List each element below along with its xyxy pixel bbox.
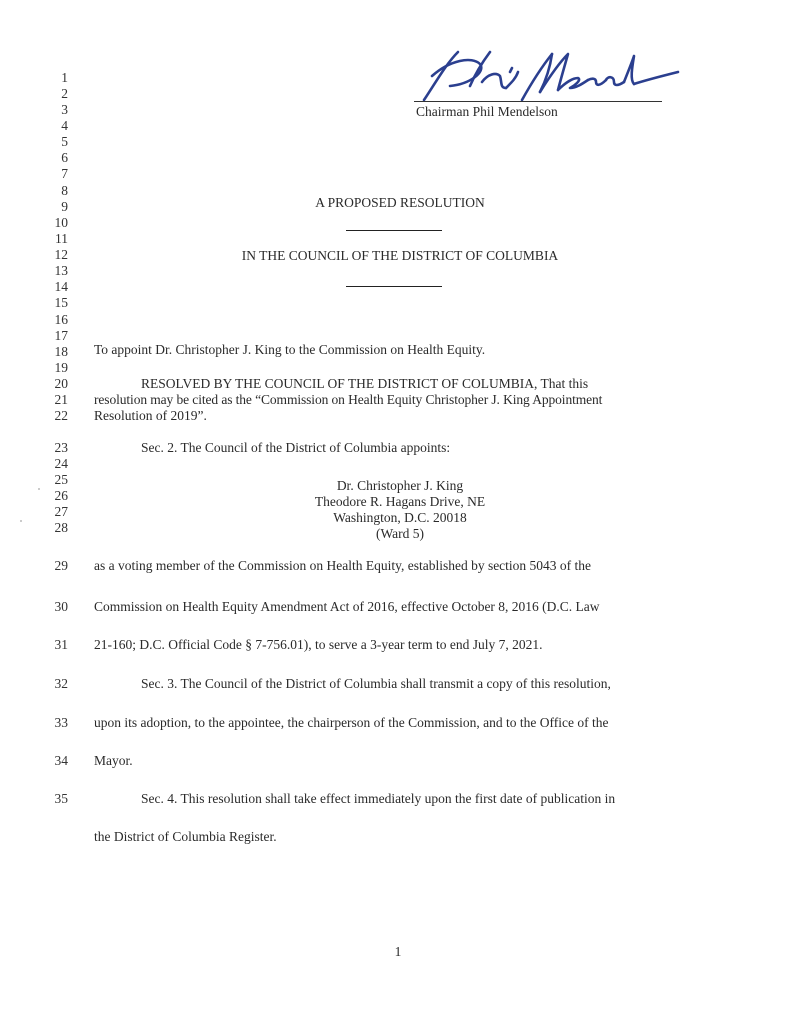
section-4-line: the District of Columbia Register. <box>94 829 277 844</box>
appointee-name: Dr. Christopher J. King <box>336 478 464 493</box>
line-number: 15 <box>54 295 68 310</box>
line-number: 31 <box>54 637 68 652</box>
appointee-city: Washington, D.C. 20018 <box>333 510 467 525</box>
heading-rule <box>346 230 442 231</box>
line-number: 27 <box>54 504 68 519</box>
resolution-title: A PROPOSED RESOLUTION <box>315 195 485 210</box>
line-number: 7 <box>61 166 68 181</box>
line-number: 13 <box>54 263 68 278</box>
purpose-statement: To appoint Dr. Christopher J. King to the Commission on Health Equity. <box>94 342 486 357</box>
line-number: 18 <box>54 344 68 359</box>
line-number: 2 <box>61 86 68 101</box>
line-number: 22 <box>54 408 68 423</box>
section-2-body-line: Commission on Health Equity Amendment Act of 2016, effective October 8, 2016 (D.C. Law <box>94 599 600 614</box>
page-number: 1 <box>394 944 402 959</box>
line-number: 32 <box>54 676 68 691</box>
line-number: 35 <box>54 791 68 806</box>
signer-caption: Chairman Phil Mendelson <box>416 104 558 119</box>
line-number: 33 <box>54 715 68 730</box>
line-number: 11 <box>55 231 68 246</box>
section-1-line: resolution may be cited as the “Commission on Health Equity Christopher J. King Appointment <box>94 392 603 407</box>
line-number: 17 <box>54 328 68 343</box>
line-number: 6 <box>61 150 68 165</box>
line-number: 19 <box>54 360 68 375</box>
section-2-body-line: 21-160; D.C. Official Code § 7-756.01), to serve a 3-year term to end July 7, 2021. <box>94 637 543 652</box>
line-number: 5 <box>61 134 68 149</box>
scan-speck <box>20 520 22 522</box>
section-2-body-line: as a voting member of the Commission on Health Equity, established by section 5043 of the <box>94 558 592 573</box>
section-1-line: Resolution of 2019”. <box>94 408 207 423</box>
line-number: 3 <box>61 102 68 117</box>
line-number: 20 <box>54 376 68 391</box>
line-number: 26 <box>54 488 68 503</box>
heading-rule <box>346 286 442 287</box>
signature-line <box>414 101 662 102</box>
line-number: 30 <box>54 599 68 614</box>
line-number: 28 <box>54 520 68 535</box>
line-number: 8 <box>61 183 68 198</box>
section-3-line: Mayor. <box>94 753 133 768</box>
line-number: 21 <box>54 392 68 407</box>
line-number: 23 <box>54 440 68 455</box>
line-number: 24 <box>54 456 68 471</box>
line-number: 29 <box>54 558 68 573</box>
section-3-line: Sec. 3. The Council of the District of Columbia shall transmit a copy of this resolution, <box>141 676 611 691</box>
scan-speck <box>38 488 40 490</box>
line-number: 1 <box>61 70 68 85</box>
appointee-ward: (Ward 5) <box>375 526 424 541</box>
line-number: 12 <box>54 247 68 262</box>
council-heading: IN THE COUNCIL OF THE DISTRICT OF COLUMBIA <box>241 248 559 263</box>
section-2-intro: Sec. 2. The Council of the District of Columbia appoints: <box>141 440 451 455</box>
line-number: 34 <box>54 753 68 768</box>
section-1-line: RESOLVED BY THE COUNCIL OF THE DISTRICT OF COLUMBIA, That this <box>141 376 589 391</box>
line-number: 10 <box>54 215 68 230</box>
appointee-street: Theodore R. Hagans Drive, NE <box>314 494 486 509</box>
line-number: 4 <box>61 118 68 133</box>
section-4-line: Sec. 4. This resolution shall take effect immediately upon the first date of publication in <box>141 791 616 806</box>
line-number: 14 <box>54 279 68 294</box>
line-number: 9 <box>61 199 68 214</box>
line-number: 25 <box>54 472 68 487</box>
line-number: 16 <box>54 312 68 327</box>
section-3-line: upon its adoption, to the appointee, the chairperson of the Commission, and to the Office of the <box>94 715 609 730</box>
